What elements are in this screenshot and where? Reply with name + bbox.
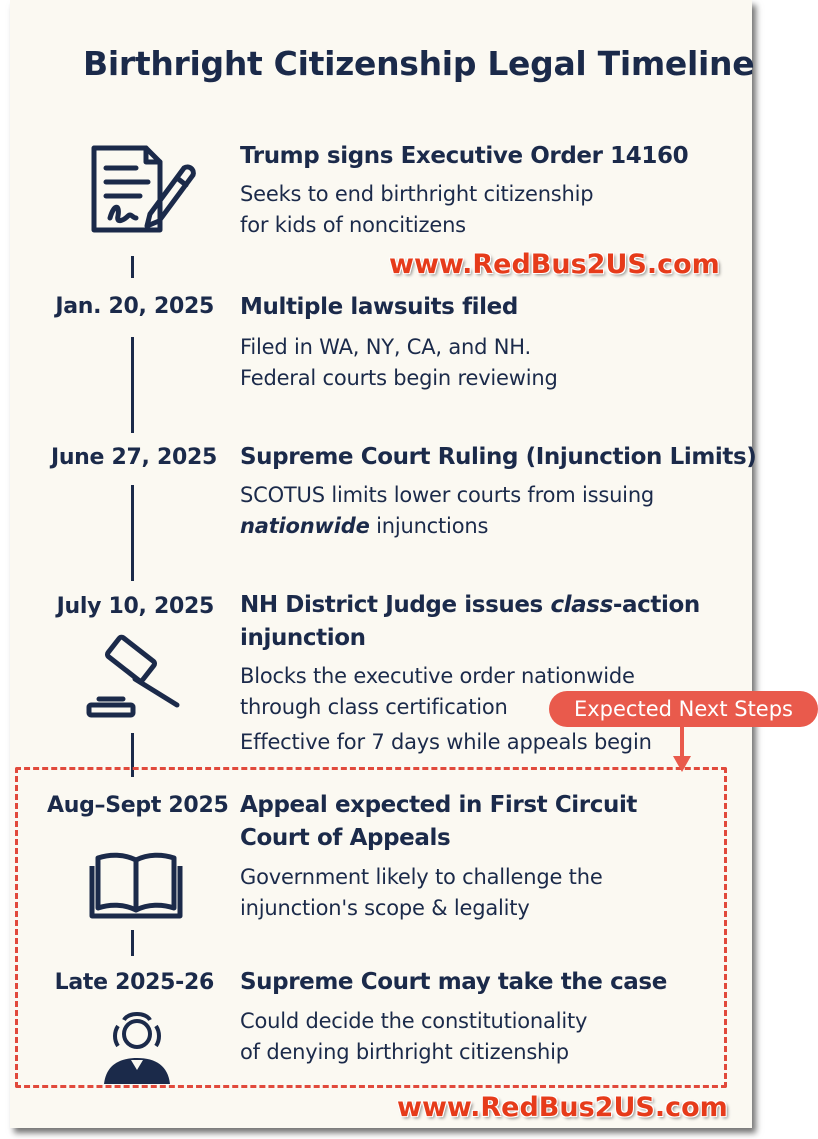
event-description: for kids of noncitizens bbox=[240, 213, 466, 237]
event-description: SCOTUS limits lower courts from issuing bbox=[240, 483, 655, 507]
event-description: through class certification bbox=[240, 695, 508, 719]
expected-next-steps-label: Expected Next Steps bbox=[549, 691, 818, 727]
event-description: of denying birthright citizenship bbox=[240, 1040, 569, 1064]
event-description: Government likely to challenge the bbox=[240, 865, 603, 889]
event-title bbox=[240, 588, 700, 622]
event-description: Blocks the executive order nationwide bbox=[240, 664, 635, 688]
event-description: Effective for 7 days while appeals begin bbox=[240, 730, 652, 754]
event-title: Supreme Court Ruling (Injunction Limits) bbox=[240, 444, 757, 470]
event-date: July 10, 2025 bbox=[56, 594, 214, 619]
event-title-line2: injunction bbox=[240, 625, 366, 651]
event-date: Late 2025-26 bbox=[54, 970, 214, 995]
page-title: Birthright Citizenship Legal Timeline bbox=[83, 44, 755, 83]
event-description: Filed in WA, NY, CA, and NH. bbox=[240, 335, 531, 359]
event-description bbox=[240, 511, 488, 542]
event-description: injunction's scope & legality bbox=[240, 896, 530, 920]
event-description: Could decide the constitutionality bbox=[240, 1009, 588, 1033]
event-title-part: NH District Judge issues bbox=[240, 592, 551, 618]
event-description-rest: injunctions bbox=[369, 514, 489, 538]
signed-document-icon bbox=[88, 140, 198, 240]
event-title-line2: Court of Appeals bbox=[240, 825, 451, 851]
watermark-text: www.RedBus2US.com bbox=[397, 1092, 728, 1123]
event-date: Jan. 20, 2025 bbox=[55, 294, 214, 319]
gavel-icon bbox=[85, 633, 195, 725]
timeline-connector bbox=[131, 337, 134, 433]
event-date: Aug–Sept 2025 bbox=[47, 793, 229, 818]
event-description: Federal courts begin reviewing bbox=[240, 366, 558, 390]
event-title: Supreme Court may take the case bbox=[240, 969, 667, 995]
event-title: Multiple lawsuits filed bbox=[240, 294, 518, 320]
event-date: June 27, 2025 bbox=[50, 445, 217, 470]
event-title: Trump signs Executive Order 14160 bbox=[240, 143, 689, 169]
emphasis-text: class bbox=[550, 592, 613, 618]
event-description: Seeks to end birthright citizenship bbox=[240, 182, 594, 206]
emphasis-text: nationwide bbox=[240, 514, 370, 538]
arrow-down-icon bbox=[672, 726, 692, 774]
timeline-connector bbox=[131, 256, 134, 278]
timeline-connector bbox=[131, 485, 134, 581]
event-title-part: -action bbox=[612, 592, 700, 618]
event-title: Appeal expected in First Circuit bbox=[240, 792, 638, 818]
watermark-text: www.RedBus2US.com bbox=[389, 249, 720, 280]
